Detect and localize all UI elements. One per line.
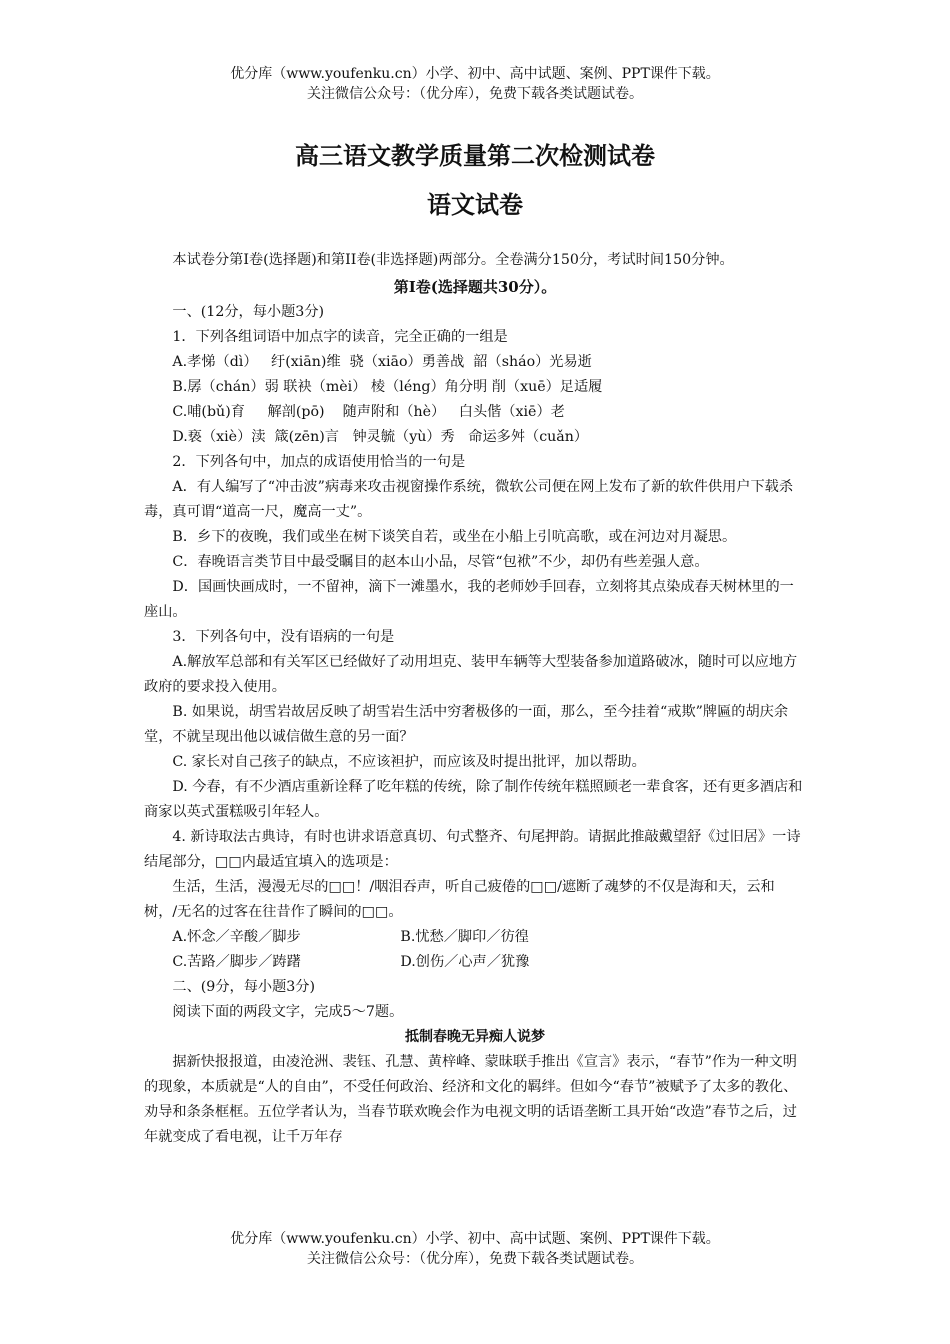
q4-options-row-2	[144, 950, 806, 975]
page-footer-line-1: 优分库（www.youfenku.cn）小学、初中、高中试题、案例、PPT课件下载。	[230, 1231, 720, 1247]
exam-title: 高三语文教学质量第二次检测试卷	[295, 141, 655, 170]
q4-stem: 4. 新诗取法古典诗，有时也讲求语意真切、句式整齐、句尾押韵。请据此推敲戴望舒《过旧居》一诗结尾部分，□□内最适宜填入的选项是：	[144, 829, 801, 870]
section2-heading: 二、(9分，每小题3分)	[172, 979, 316, 995]
page-header-line-1: 优分库（www.youfenku.cn）小学、初中、高中试题、案例、PPT课件下载。	[230, 66, 720, 82]
exam-intro: 本试卷分第Ⅰ卷(选择题)和第II卷(非选择题)两部分。全卷满分150分，考试时间150分钟。	[172, 252, 734, 268]
q2-option-a: A．有人编写了“冲击波”病毒来攻击视窗操作系统，微软公司便在网上发布了新的软件供用户下载杀毒，真可谓“道高一尺，魔高一丈”。	[144, 479, 794, 520]
section1-heading: 一、(12分，每小题3分)	[172, 304, 325, 320]
article-title: 抵制春晚无异痴人说梦	[405, 1029, 545, 1045]
q2-option-c: C．春晚语言类节目中最受瞩目的赵本山小品，尽管“包袱”不少，却仍有些差强人意。	[172, 554, 709, 570]
q2-option-b: B．乡下的夜晚，我们或坐在树下谈笑自若，或坐在小船上引吭高歌，或在河边对月凝思。	[172, 529, 737, 545]
q3-option-d: D. 今春，有不少酒店重新诠释了吃年糕的传统，除了制作传统年糕照顾老一辈食客，还有更多酒店和商家以英式蛋糕吸引年轻人。	[144, 779, 803, 820]
page-footer-line-2: 关注微信公众号：（优分库），免费下载各类试题试卷。	[307, 1251, 643, 1267]
part1-heading: 第Ⅰ卷(选择题共30分）。	[393, 278, 557, 296]
q4-option-d: D.创伤／心声／犹豫	[400, 954, 530, 970]
q4-poem: 生活，生活，漫漫无尽的□□！/咽泪吞声，听自己疲倦的□□/遮断了魂梦的不仅是海和天，云和树，/无名的过客在往昔作了瞬间的□□。	[144, 879, 775, 920]
q1-option-c: C.哺(bǔ)育 解剖(pō) 随声附和（hè） 白头偕（xiē）老	[172, 404, 565, 420]
q1-option-a: A.孝悌（dì） 纡(xiān)维 骁（xiāo）勇善战 韶（sháo）光易逝	[172, 354, 592, 370]
q3-option-c: C. 家长对自己孩子的缺点，不应该袒护，而应该及时提出批评，加以帮助。	[172, 754, 646, 770]
q4-option-c: C.苦路／脚步／踌躇	[172, 954, 301, 970]
q4-option-b: B.忧愁／脚印／彷徨	[400, 929, 529, 945]
q2-stem: 2．下列各句中，加点的成语使用恰当的一句是	[172, 454, 466, 470]
article-text: 据新快报报道，由凌沧洲、裴钰、孔慧、黄梓峰、蒙昧联手推出《宣言》表示，“春节”作为一种文明的现象，本质就是“人的自由”，不受任何政治、经济和文化的羁绊。但如今“春节”被赋予了太多的教化、劝导和条条框框。五位学者认为，当春节联欢晚会作为电视文明的话语垄断工具开始“改造”春节之后，过年就变成了看电视，让千万年存	[144, 1054, 798, 1145]
q1-option-b: B.孱（chán）弱 联袂（mèi） 棱（léng）角分明 削（xuē）足适履	[172, 379, 603, 395]
q4-options-row-1	[144, 925, 806, 950]
q2-option-d: D．国画快画成时，一不留神，滴下一滩墨水，我的老师妙手回春，立刻将其点染成春天树林里的一座山。	[144, 579, 794, 620]
q3-option-a: A.解放军总部和有关军区已经做好了动用坦克、装甲车辆等大型装备参加道路破冰，随时可以应地方政府的要求投入使用。	[144, 654, 798, 695]
q1-option-d: D.亵（xiè）渎 箴(zēn)言 钟灵毓（yù）秀 命运多舛（cuǎn）	[172, 429, 589, 445]
q3-option-b: B. 如果说，胡雪岩故居反映了胡雪岩生活中穷奢极侈的一面，那么，至今挂着“戒欺”牌匾的胡庆余堂，不就呈现出他以诚信做生意的另一面？	[144, 704, 789, 745]
q3-stem: 3．下列各句中，没有语病的一句是	[172, 629, 395, 645]
page-header-line-2: 关注微信公众号：（优分库），免费下载各类试题试卷。	[307, 86, 643, 102]
q1-stem: 1．下列各组词语中加点字的读音，完全正确的一组是	[172, 329, 508, 345]
exam-subtitle: 语文试卷	[427, 190, 523, 219]
q4-option-a: A.怀念／辛酸／脚步	[172, 929, 301, 945]
exam-body	[144, 248, 806, 1150]
section2-instructions: 阅读下面的两段文字，完成5～7题。	[172, 1004, 404, 1020]
